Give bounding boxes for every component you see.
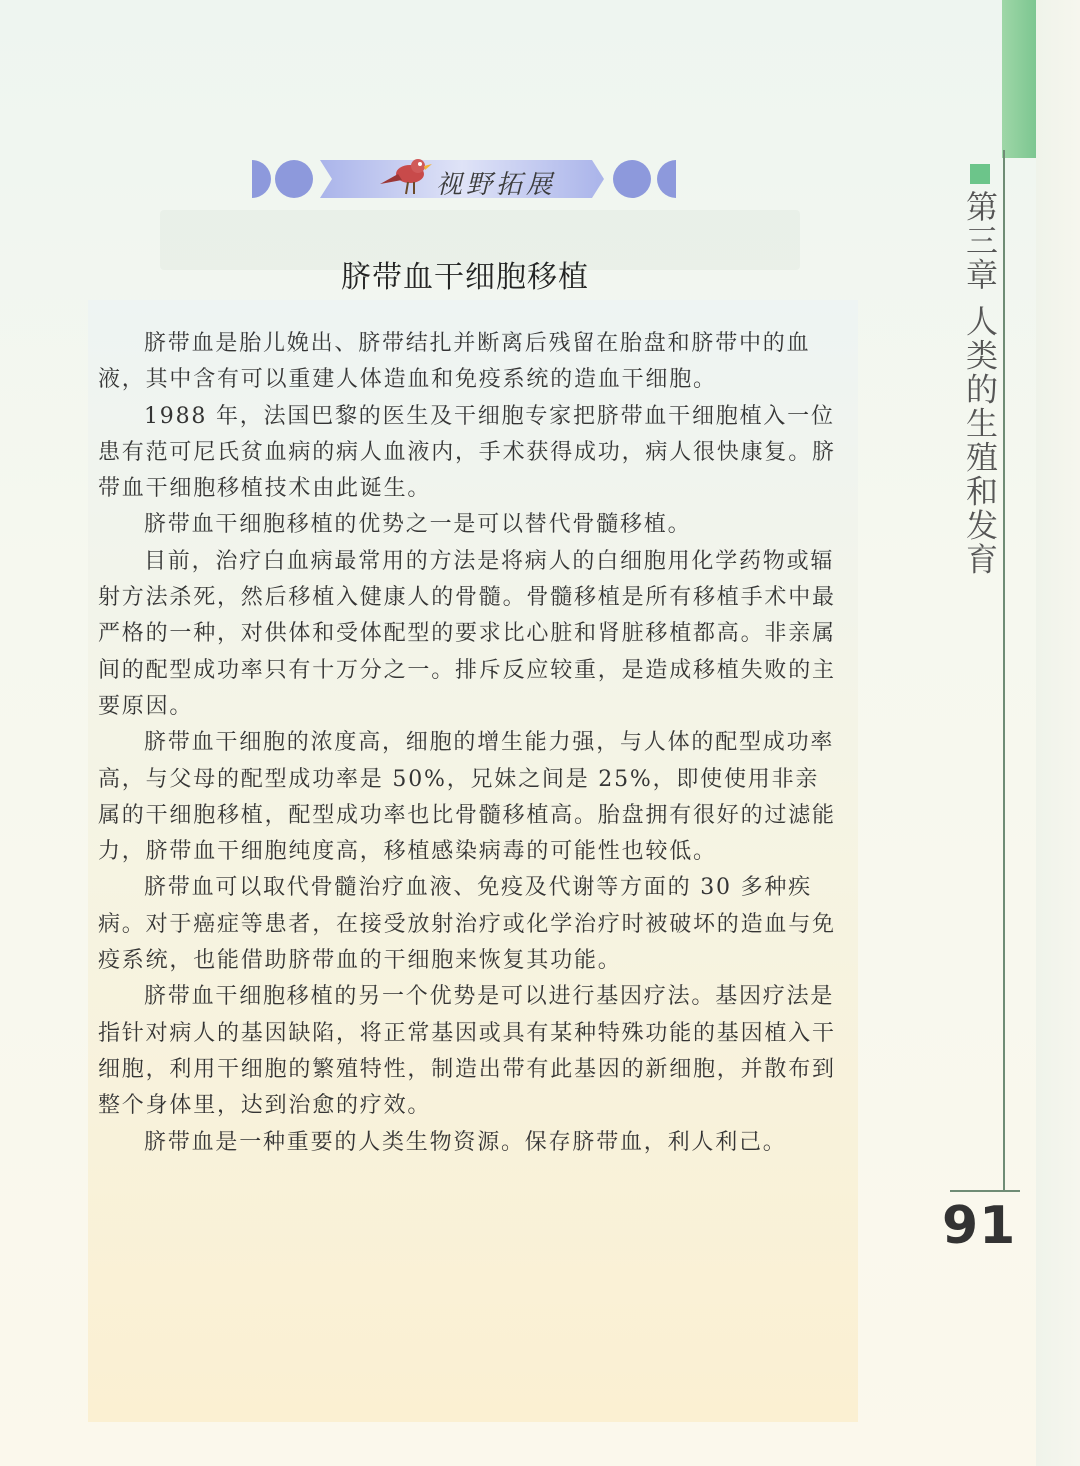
paragraph: 脐带血可以取代骨髓治疗血液、免疫及代谢等方面的 30 多种疾病。对于癌症等患者，在接受放射治疗或化学治疗时被破坏的造血与免疫系统，也能借助脐带血的干细胞来恢复其功能。 [98, 875, 836, 974]
page-edge [1036, 0, 1080, 1466]
page-number-rule [950, 1190, 1020, 1192]
chapter-title: 第三章 人类的生殖和发育 [961, 190, 999, 577]
chapter-square-icon [970, 164, 990, 184]
paragraph: 1988 年，法国巴黎的医生及干细胞专家把脐带血干细胞植入一位患有范可尼氏贫血病的病人血液内，手术获得成功，病人很快康复。脐带血干细胞移植技术由此诞生。 [98, 403, 836, 502]
page-number: 91 [942, 1196, 1017, 1256]
paragraph: 脐带血干细胞移植的优势之一是可以替代骨髓移植。 [144, 512, 692, 538]
margin-rule [1003, 150, 1005, 1190]
article-body [98, 326, 838, 1161]
paragraph: 脐带血干细胞的浓度高，细胞的增生能力强，与人体的配型成功率高，与父母的配型成功率是 50%，兄妹之间是 25%，即使使用非亲属的干细胞移植，配型成功率也比骨髓移植高。胎盘拥有很好的过滤能力，脐带血干细胞纯度高，移植感染病毒的可能性也较低。 [98, 730, 836, 865]
green-tab-edge [1002, 0, 1036, 158]
section-banner [252, 156, 676, 202]
paragraph: 脐带血是胎儿娩出、脐带结扎并断离后残留在胎盘和脐带中的血液，其中含有可以重建人体造血和免疫系统的造血干细胞。 [98, 331, 811, 393]
paragraph: 脐带血干细胞移植的另一个优势是可以进行基因疗法。基因疗法是指针对病人的基因缺陷，将正常基因或具有某种特殊功能的基因植入干细胞，利用干细胞的繁殖特性，制造出带有此基因的新细胞，并散布到整个身体里，达到治愈的疗效。 [98, 984, 836, 1119]
banner-label: 视野拓展 [436, 170, 557, 200]
paragraph: 脐带血是一种重要的人类生物资源。保存脐带血，利人利己。 [144, 1129, 787, 1155]
article-title: 脐带血干细胞移植 [341, 260, 589, 295]
paragraph: 目前，治疗白血病最常用的方法是将病人的白细胞用化学药物或辐射方法杀死，然后移植入健康人的骨髓。骨髓移植是所有移植手术中最严格的一种，对供体和受体配型的要求比心脏和肾脏移植都高。非亲属间的配型成功率只有十万分之一。排斥反应较重，是造成移植失败的主要原因。 [98, 548, 836, 719]
